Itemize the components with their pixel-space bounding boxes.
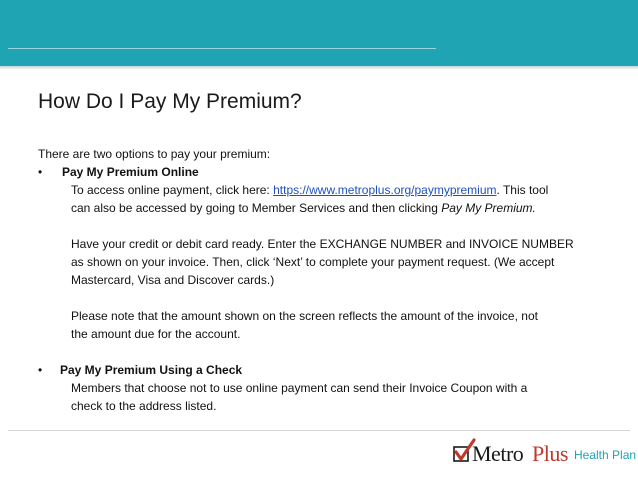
intro-text: There are two options to pay your premium: — [38, 147, 271, 161]
check-line1: Members that choose not to use online payment can send their Invoice Coupon with a — [71, 381, 528, 395]
online-para1-line2-text: can also be accessed by going to Member Services and then clicking — [71, 201, 442, 215]
option-online-bullet — [38, 163, 608, 181]
header-band — [0, 0, 638, 66]
bullet-icon: • — [38, 363, 43, 377]
slide-content — [38, 145, 608, 415]
header-shadow — [0, 66, 638, 70]
online-para1-line1 — [71, 181, 608, 199]
online-para3-line2: the amount due for the account. — [71, 327, 241, 341]
online-para1-line2 — [71, 199, 608, 217]
pay-my-premium-emphasis: Pay My Premium. — [441, 201, 536, 215]
online-para1-text: To access online payment, click here: — [71, 183, 274, 197]
page-title: How Do I Pay My Premium? — [38, 90, 302, 113]
option-check-body — [71, 379, 608, 415]
logo-health-plan-text: Health Plan — [574, 448, 637, 462]
paymypremium-link[interactable]: https://www.metroplus.org/paymypremium — [273, 183, 497, 197]
option-online-heading: Pay My Premium Online — [62, 165, 199, 179]
logo-plus-text: Plus — [532, 441, 568, 466]
online-para2-line1: Have your credit or debit card ready. Enter the EXCHANGE NUMBER and INVOICE NUMBER — [71, 237, 574, 251]
bullet-icon: • — [38, 165, 43, 179]
online-para2-line3: Mastercard, Visa and Discover cards.) — [71, 273, 275, 287]
online-para2-line2: as shown on your invoice. Then, click ‘Next’ to complete your payment request. (We accept — [71, 255, 555, 269]
online-para3-line1: Please note that the amount shown on the screen reflects the amount of the invoice, not — [71, 309, 538, 323]
metroplus-logo — [450, 437, 637, 469]
logo-metro-text: Metro — [472, 441, 524, 466]
check-line2: check to the address listed. — [71, 399, 217, 413]
option-check-heading: Pay My Premium Using a Check — [60, 363, 243, 377]
option-check-bullet — [38, 361, 608, 379]
header-divider — [8, 48, 436, 49]
footer-divider — [8, 430, 630, 431]
online-para1-text-end: . This tool — [496, 183, 549, 197]
option-online-body — [71, 181, 608, 343]
